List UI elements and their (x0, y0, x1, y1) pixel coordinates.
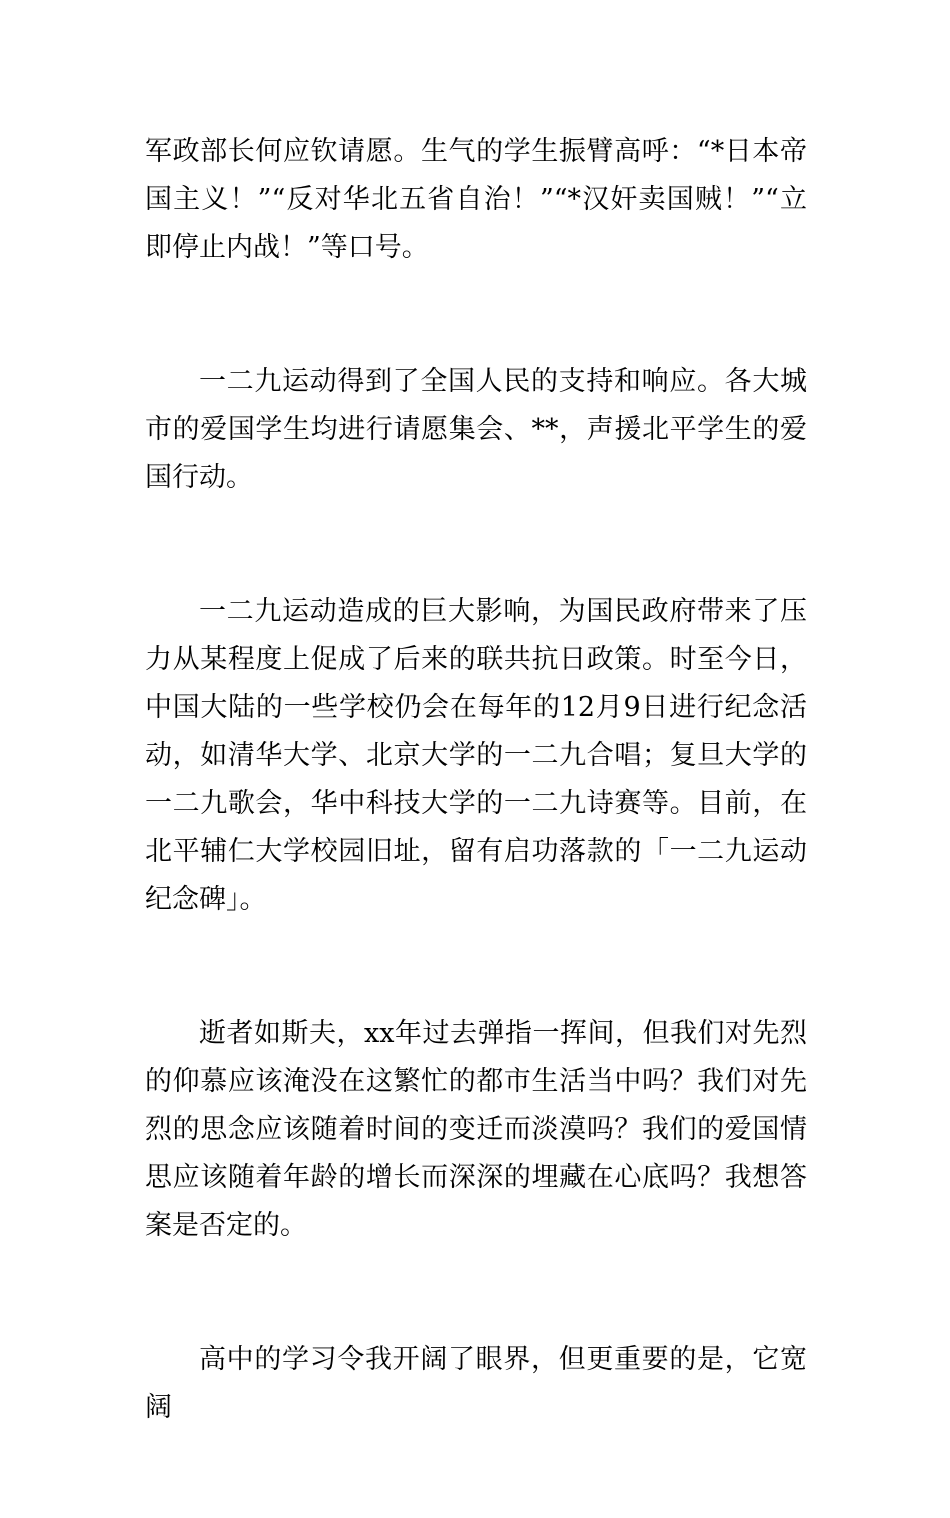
paragraph-5: 高中的学习令我开阔了眼界，但更重要的是，它宽阔 (145, 1344, 807, 1423)
paragraph-1: 军政部长何应钦请愿。生气的学生振臂高呼：“*日本帝国主义！”“反对华北五省自治！”“*汉奸卖国贼！”“立即停止内战！”等口号。 (145, 136, 807, 263)
paragraph-2: 一二九运动得到了全国人民的支持和响应。各大城市的爱国学生均进行请愿集会、**，声援北平学生的爱国行动。 (145, 366, 807, 493)
paragraph-3: 一二九运动造成的巨大影响，为国民政府带来了压力从某程度上促成了后来的联共抗日政策。时至今日，中国大陆的一些学校仍会在每年的12月9日进行纪念活动，如清华大学、北京大学的一二九合唱；复旦大学的一二九歌会，华中科技大学的一二九诗赛等。目前，在北平辅仁大学校园旧址，留有启功落款的「一二九运动纪念碑」。 (145, 596, 807, 915)
paragraph-4: 逝者如斯夫，xx年过去弹指一挥间，但我们对先烈的仰慕应该淹没在这繁忙的都市生活当中吗？我们对先烈的思念应该随着时间的变迁而淡漠吗？我们的爱国情思应该随着年龄的增长而深深的埋藏在心底吗？我想答案是否定的。 (145, 1018, 807, 1241)
document-body (145, 128, 807, 1518)
